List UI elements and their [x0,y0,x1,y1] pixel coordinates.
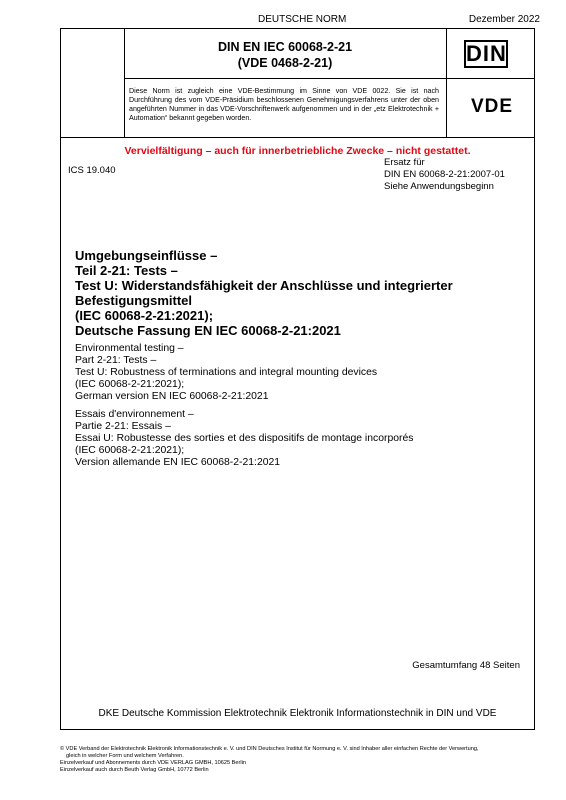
committee-line: DKE Deutsche Kommission Elektrotechnik Elektronik Informationstechnik in DIN und VDE [98,708,497,719]
ics-code: ICS 19.040 [68,165,116,176]
title-line: Test U: Robustness of terminations and integral mounting devices [75,367,378,378]
replacement-label: Ersatz für [384,157,425,168]
title-french [75,409,413,469]
cover-frame [60,28,535,730]
title-line: Essais d'environnement – [75,409,194,420]
standard-number: DIN EN IEC 60068-2-21 [217,40,353,54]
din-logo: DIN [466,41,507,66]
total-pages: Gesamtumfang 48 Seiten [412,660,520,671]
vde-logo: VDE [470,96,514,117]
replacement-info [384,157,505,193]
grid-divider [446,29,447,138]
reproduction-warning: Vervielfältigung – auch für innerbetriebliche Zwecke – nicht gestattet. [124,145,471,157]
application-note: Siehe Anwendungsbeginn [384,181,494,192]
grid-divider [61,137,534,138]
title-line: Teil 2-21: Tests – [75,263,178,278]
title-line: Test U: Widerstandsfähigkeit der Anschlüsse und integrierter [75,278,453,293]
copyright-line: gleich in welcher Form und welchem Verfahren. [66,753,184,759]
copyright-line: Einzelverkauf auch durch Beuth Verlag GmbH, 10772 Berlin [60,767,209,773]
copyright-notice [60,746,540,774]
publication-date: Dezember 2022 [468,14,540,25]
title-line: Part 2-21: Tests – [75,355,157,366]
copyright-line: Einzelverkauf und Abonnements durch VDE VERLAG GMBH, 10625 Berlin [60,760,246,766]
vde-classification-number: (VDE 0468-2-21) [237,56,333,70]
title-line: Deutsche Fassung EN IEC 60068-2-21:2021 [75,323,341,338]
title-line: Environmental testing – [75,343,184,354]
replaced-standard: DIN EN 60068-2-21:2007-01 [384,169,505,180]
title-english [75,343,377,403]
title-line: (IEC 60068-2-21:2021); [75,308,214,323]
title-line: (IEC 60068-2-21:2021); [75,379,185,390]
document-series-label: DEUTSCHE NORM [258,14,347,25]
copyright-line: © VDE Verband der Elektrotechnik Elektronik Informationstechnik e. V. und DIN Deutsches Institut für Normung e. V. sind Inhaber aller einfachen Rechte der Verwertung, [60,746,479,752]
title-line: German version EN IEC 60068-2-21:2021 [75,391,269,402]
title-line: Befestigungsmittel [75,293,193,308]
vde-notice-text: Diese Norm ist zugleich eine VDE-Bestimmung im Sinne von VDE 0022. Sie ist nach Durchführung des vom VDE-Präsidium beschlossenen Genehmigungsverfahrens unter der oben angeführten Nummer in das VDE-Vorschriftenwerk aufgenommen und in der „etz Elektrotechnik + Automation“ bekannt gegeben worden. [129,87,439,122]
grid-divider [124,78,534,79]
title-german [75,248,453,338]
title-line: Essai U: Robustesse des sorties et des dispositifs de montage incorporés [75,433,414,444]
title-line: Partie 2-21: Essais – [75,421,171,432]
title-line: (IEC 60068-2-21:2021); [75,445,185,456]
title-line: Umgebungseinflüsse – [75,248,218,263]
title-line: Version allemande EN IEC 60068-2-21:2021 [75,457,281,468]
